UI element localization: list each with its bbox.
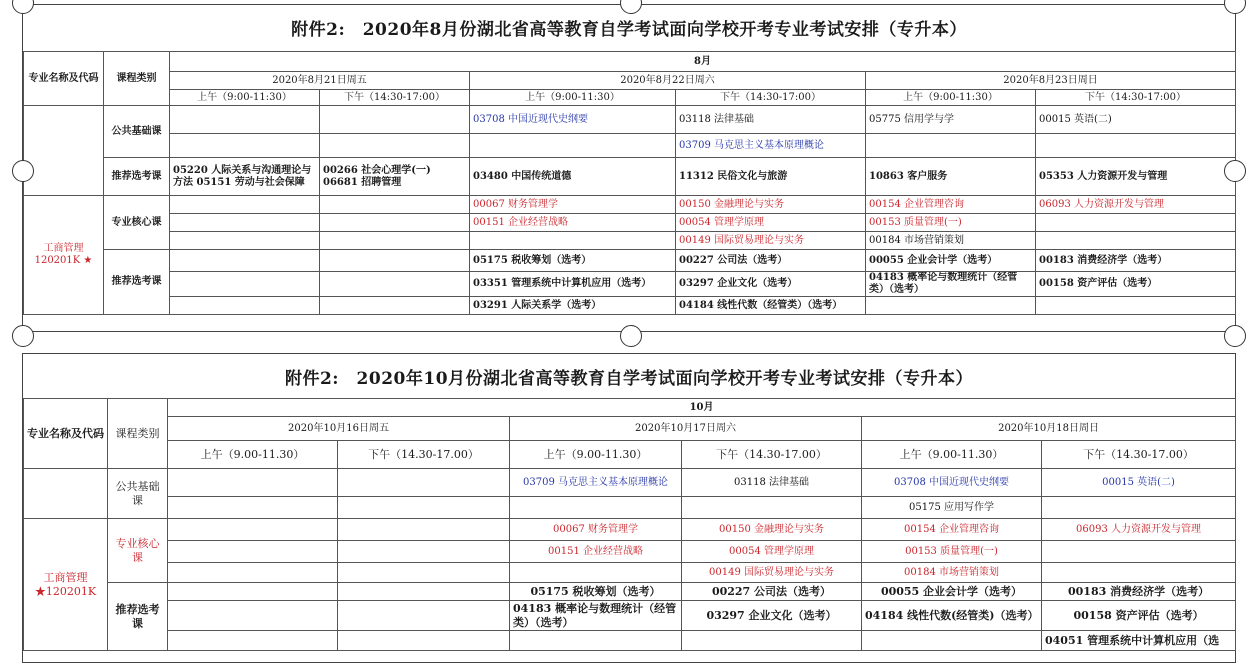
pm-header: 下午（14:30-17:00） — [320, 90, 470, 106]
course-cell: 00151 企业经营战略 — [510, 541, 682, 563]
am-header: 上午（9:00-11:30） — [470, 90, 676, 106]
course-cell — [170, 214, 320, 232]
course-cell: 05175 应用写作学 — [862, 497, 1042, 519]
resize-handle[interactable] — [12, 160, 34, 182]
course-cell: 00227 公司法（选考） — [676, 250, 866, 272]
course-cell — [170, 272, 320, 297]
am-header: 上午（9:00-11:30） — [170, 90, 320, 106]
major-name: 工商管理 120201K ★ — [24, 196, 104, 315]
course-cell: 03297 企业文化（选考） — [682, 601, 862, 631]
major-name: 工商管理 ★120201K — [24, 519, 108, 651]
course-cell: 00153 质量管理(一) — [862, 541, 1042, 563]
course-cell — [320, 134, 470, 158]
course-cell: 03709 马克思主义基本原理概论 — [510, 469, 682, 497]
course-cell: 04184 线性代数（经管类）（选考） — [676, 297, 866, 315]
october-schedule-panel — [22, 353, 1236, 663]
october-title: 附件2: 2020年10月份湖北省高等教育自学考试面向学校开考专业考试安排（专升本） — [284, 369, 974, 389]
course-cell — [320, 196, 470, 214]
course-cell: 00266 社会心理学(一) 06681 招聘管理 — [320, 158, 470, 196]
am-header: 上午（9.00-11.30） — [862, 441, 1042, 469]
am-header: 上午（9.00-11.30） — [168, 441, 338, 469]
course-cell: 06093 人力资源开发与管理 — [1042, 519, 1236, 541]
course-cell: 03708 中国近现代史纲要 — [470, 106, 676, 134]
course-cell — [862, 631, 1042, 651]
course-cell: 00183 消费经济学（选考） — [1036, 250, 1236, 272]
course-cell — [510, 563, 682, 583]
august-schedule-panel — [22, 4, 1236, 332]
august-title: 附件2: 2020年8月份湖北省高等教育自学考试面向学校开考专业考试安排（专升本） — [291, 20, 967, 40]
resize-handle[interactable] — [1224, 325, 1246, 347]
course-cell: 00150 金融理论与实务 — [676, 196, 866, 214]
course-cell — [338, 601, 510, 631]
course-cell: 00149 国际贸易理论与实务 — [676, 232, 866, 250]
resize-handle[interactable] — [1224, 160, 1246, 182]
pm-header: 下午（14.30-17.00） — [338, 441, 510, 469]
course-cell: 00015 英语(二) — [1042, 469, 1236, 497]
course-cell — [168, 519, 338, 541]
major-cell-empty — [24, 106, 104, 196]
course-cell — [1036, 232, 1236, 250]
course-cell — [320, 250, 470, 272]
course-cell — [320, 272, 470, 297]
course-cell: 00067 财务管理学 — [470, 196, 676, 214]
day-header: 2020年10月17日周六 — [510, 417, 862, 441]
category-header: 课程类别 — [104, 52, 170, 106]
course-cell — [170, 134, 320, 158]
october-schedule-table — [23, 398, 1236, 651]
day-header: 2020年8月22日周六 — [470, 72, 866, 90]
course-cell: 00151 企业经营战略 — [470, 214, 676, 232]
course-cell — [1042, 563, 1236, 583]
course-cell: 03351 管理系统中计算机应用（选考） — [470, 272, 676, 297]
course-cell: 05175 税收筹划（选考） — [470, 250, 676, 272]
course-cell — [682, 631, 862, 651]
course-cell: 00154 企业管理咨询 — [862, 519, 1042, 541]
course-cell: 00055 企业会计学（选考） — [862, 583, 1042, 601]
course-cell — [170, 196, 320, 214]
category-header: 课程类别 — [108, 399, 168, 469]
course-cell — [168, 583, 338, 601]
course-cell — [866, 297, 1036, 315]
course-cell — [338, 497, 510, 519]
course-cell — [470, 134, 676, 158]
major-header: 专业名称及代码 — [24, 399, 108, 469]
course-cell: 00183 消费经济学（选考） — [1042, 583, 1236, 601]
course-cell — [170, 232, 320, 250]
major-header: 专业名称及代码 — [24, 52, 104, 106]
category-elective: 推荐选考课 — [108, 583, 168, 651]
course-cell — [510, 631, 682, 651]
course-cell: 05775 信用学与学 — [866, 106, 1036, 134]
course-cell — [1042, 541, 1236, 563]
course-cell — [168, 497, 338, 519]
category-core: 专业核心课 — [104, 196, 170, 250]
course-cell — [338, 583, 510, 601]
resize-handle[interactable] — [620, 325, 642, 347]
course-cell — [1036, 134, 1236, 158]
course-cell — [338, 563, 510, 583]
course-cell: 00149 国际贸易理论与实务 — [682, 563, 862, 583]
month-header: 8月 — [170, 52, 1236, 72]
category-elective: 推荐选考课 — [104, 250, 170, 315]
course-cell — [682, 497, 862, 519]
day-header: 2020年8月23日周日 — [866, 72, 1236, 90]
pm-header: 下午（14.30-17.00） — [682, 441, 862, 469]
course-cell: 06093 人力资源开发与管理 — [1036, 196, 1236, 214]
course-cell: 04184 线性代数(经管类)（选考） — [862, 601, 1042, 631]
course-cell: 03297 企业文化（选考） — [676, 272, 866, 297]
day-header: 2020年10月18日周日 — [862, 417, 1236, 441]
day-header: 2020年10月16日周五 — [168, 417, 510, 441]
am-header: 上午（9.00-11.30） — [510, 441, 682, 469]
course-cell — [338, 469, 510, 497]
course-cell: 00054 管理学原理 — [682, 541, 862, 563]
course-cell — [470, 232, 676, 250]
pm-header: 下午（14:30-17:00） — [676, 90, 866, 106]
course-cell — [1042, 497, 1236, 519]
course-cell: 05175 税收筹划（选考） — [510, 583, 682, 601]
pm-header: 下午（14.30-17.00） — [1042, 441, 1236, 469]
course-cell — [170, 297, 320, 315]
major-cell-empty — [24, 469, 108, 519]
course-cell — [320, 232, 470, 250]
day-header: 2020年8月21日周五 — [170, 72, 470, 90]
course-cell: 00055 企业会计学（选考） — [866, 250, 1036, 272]
course-cell: 00067 财务管理学 — [510, 519, 682, 541]
course-cell: 03480 中国传统道德 — [470, 158, 676, 196]
course-cell: 00184 市场营销策划 — [866, 232, 1036, 250]
course-cell: 00227 公司法（选考） — [682, 583, 862, 601]
course-cell — [170, 250, 320, 272]
course-cell — [338, 541, 510, 563]
course-cell — [168, 469, 338, 497]
category-public: 公共基础课 — [104, 106, 170, 158]
course-cell — [320, 297, 470, 315]
course-cell — [168, 541, 338, 563]
course-cell: 03118 法律基础 — [682, 469, 862, 497]
category-public: 公共基础课 — [108, 469, 168, 519]
course-cell — [170, 106, 320, 134]
course-cell — [168, 563, 338, 583]
course-cell: 00054 管理学原理 — [676, 214, 866, 232]
course-cell — [168, 631, 338, 651]
august-schedule-table — [23, 51, 1236, 315]
pm-header: 下午（14:30-17:00） — [1036, 90, 1236, 106]
course-cell: 00158 资产评估（选考） — [1036, 272, 1236, 297]
category-elective: 推荐选考课 — [104, 158, 170, 196]
am-header: 上午（9:00-11:30） — [866, 90, 1036, 106]
course-cell: 00153 质量管理(一) — [866, 214, 1036, 232]
course-cell: 03118 法律基础 — [676, 106, 866, 134]
course-cell — [1036, 214, 1236, 232]
course-cell: 00184 市场营销策划 — [862, 563, 1042, 583]
course-cell: 04051 管理系统中计算机应用（选 — [1042, 631, 1236, 651]
course-cell — [168, 601, 338, 631]
course-cell — [338, 631, 510, 651]
course-cell — [866, 134, 1036, 158]
course-cell: 05220 人际关系与沟通理论与方法 05151 劳动与社会保障 — [170, 158, 320, 196]
course-cell: 03708 中国近现代史纲要 — [862, 469, 1042, 497]
course-cell: 10863 客户服务 — [866, 158, 1036, 196]
course-cell: 11312 民俗文化与旅游 — [676, 158, 866, 196]
course-cell: 04183 概率论与数理统计（经管类）（选考） — [866, 272, 1036, 297]
course-cell: 00150 金融理论与实务 — [682, 519, 862, 541]
course-cell — [338, 519, 510, 541]
course-cell: 00154 企业管理咨询 — [866, 196, 1036, 214]
month-header: 10月 — [168, 399, 1236, 417]
course-cell: 00015 英语(二) — [1036, 106, 1236, 134]
course-cell: 00158 资产评估（选考） — [1042, 601, 1236, 631]
course-cell — [510, 497, 682, 519]
course-cell: 04183 概率论与数理统计（经管类）（选考） — [510, 601, 682, 631]
category-core: 专业核心课 — [108, 519, 168, 583]
course-cell: 03709 马克思主义基本原理概论 — [676, 134, 866, 158]
resize-handle[interactable] — [12, 325, 34, 347]
course-cell: 03291 人际关系学（选考） — [470, 297, 676, 315]
course-cell — [320, 106, 470, 134]
course-cell: 05353 人力资源开发与管理 — [1036, 158, 1236, 196]
course-cell — [1036, 297, 1236, 315]
course-cell — [320, 214, 470, 232]
